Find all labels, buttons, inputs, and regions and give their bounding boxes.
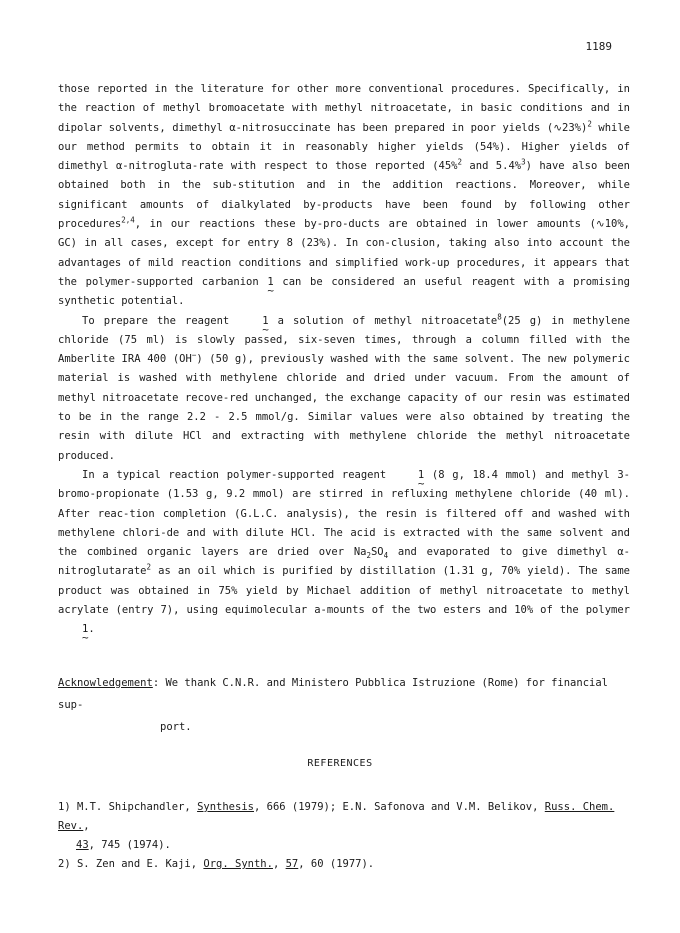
acknowledgement-label: Acknowledgement <box>58 677 153 689</box>
body-text <box>58 80 630 640</box>
reference-item: 2) S. Zen and E. Kaji, Org. Synth., 57, 60 (1977). <box>58 858 375 870</box>
references-heading: REFERENCES <box>307 758 373 769</box>
compound-number: 1 ~ <box>238 312 268 331</box>
page-number: 1189 <box>585 40 612 53</box>
references-list: 1) M.T. Shipchandler, Synthesis, 666 (1979); E.N. Safonova and V.M. Belikov, Russ. Chem. Rev., 43, 745 (1974). 2) S. Zen and E. Kaji, Org. Synth., 57, 60 (1977). <box>58 798 630 874</box>
reference-item: 1) M.T. Shipchandler, Synthesis, 666 (1979); E.N. Safonova and V.M. Belikov, Russ. Chem. Rev., <box>58 801 615 832</box>
paragraph-reagent-preparation: To prepare the reagent 1 ~ a solution of methyl nitroacetate$^8$(25 g) in methylene chloride (75 ml) is slowly passed, six-seven times, through a column filled with the Amberlite IRA 400 (OH−) (50 g), previously washed with the same solvent. The new polymeric material is washed with methylene chloride and dried under vacuum. From the amount of methyl nitroacetate recove-red unchanged, the exchange capacity of our resin was estimated to be in the range 2.2 - 2.5 mmol/g. Similar values were also obtained by treating the resin with dilute HCl and extracting with methylene chloride the methyl nitroacetate produced. <box>58 312 630 466</box>
compound-number: 1 ~ <box>58 620 88 639</box>
paragraph-discussion: those reported in the literature for other more conventional procedures. Specifically, in the reaction of methyl bromoacetate with methyl nitroacetate, in basic conditions and in dipolar solvents, dimethyl α-nitrosuccinate has been prepared in poor yields (∿23%)$^2$ while our method permits to obtain it in reasonably higher yields (54%). Higher yields of dimethyl α-nitrogluta-rate with respect to those reported (45%$^2$ and 5.4%$^3$) have also been obtained both in the sub-stitution and in the addition reactions. Moreover, while significant amounts of dialkylated by-products have been found by following other procedures$^{2,4}$, in our reactions these by-pro-ducts are obtained in lower amounts (∿10%, GC) in all cases, except for entry 8 (23%). In con-clusion, taking also into account the advantages of mild reaction conditions and simplified work-up procedures, it appears that the polymer-supported carbanion 1 ~ can be considered an useful reagent with a promising synthetic potential. <box>58 80 630 312</box>
acknowledgement: Acknowledgement: We thank C.N.R. and Ministero Pubblica Istruzione (Rome) for financial sup- port. <box>58 677 608 733</box>
compound-number: 1 ~ <box>267 273 273 292</box>
paragraph-typical-reaction: In a typical reaction polymer-supported reagent 1 ~ (8 g, 18.4 mmol) and methyl 3-bromo-propionate (1.53 g, 9.2 mmol) are stirred in refluxing methylene chloride (40 ml). After reac-tion completion (G.L.C. analysis), the resin is filtered off and washed with methylene chlori-de and with dilute HCl. The acid is extracted with the same solvent and the combined organic layers are dried over $Na_2SO_4$ and evaporated to give dimethyl α-nitroglutarate$^2$ as an oil which is purified by distillation (1.31 g, 70% yield). The same product was obtained in 75% yield by Michael addition of methyl nitroacetate to methyl acrylate (entry 7), using equimolecular a-mounts of the two esters and 10% of the polymer 1 ~. <box>58 466 630 640</box>
compound-number: 1 ~ <box>394 466 424 485</box>
